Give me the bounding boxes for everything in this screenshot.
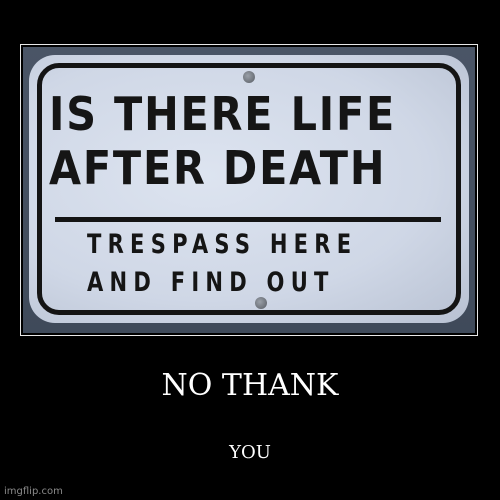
top-bolt-icon xyxy=(243,71,255,83)
imgflip-watermark: imgflip.com xyxy=(4,486,63,497)
bottom-bolt-icon xyxy=(255,297,267,309)
sign-line-2: AFTER DEATH xyxy=(49,141,387,195)
sign-line-3: TRESPASS HERE xyxy=(87,229,358,260)
sign-divider xyxy=(55,217,441,222)
sign-line-1: IS THERE LIFE xyxy=(49,87,397,141)
sign-line-4: AND FIND OUT xyxy=(87,267,335,298)
caption-title: NO THANK xyxy=(161,368,339,403)
sign-photo xyxy=(23,47,475,333)
road-sign xyxy=(29,55,469,323)
image-frame xyxy=(20,44,478,336)
caption-subtitle: YOU xyxy=(229,442,271,463)
